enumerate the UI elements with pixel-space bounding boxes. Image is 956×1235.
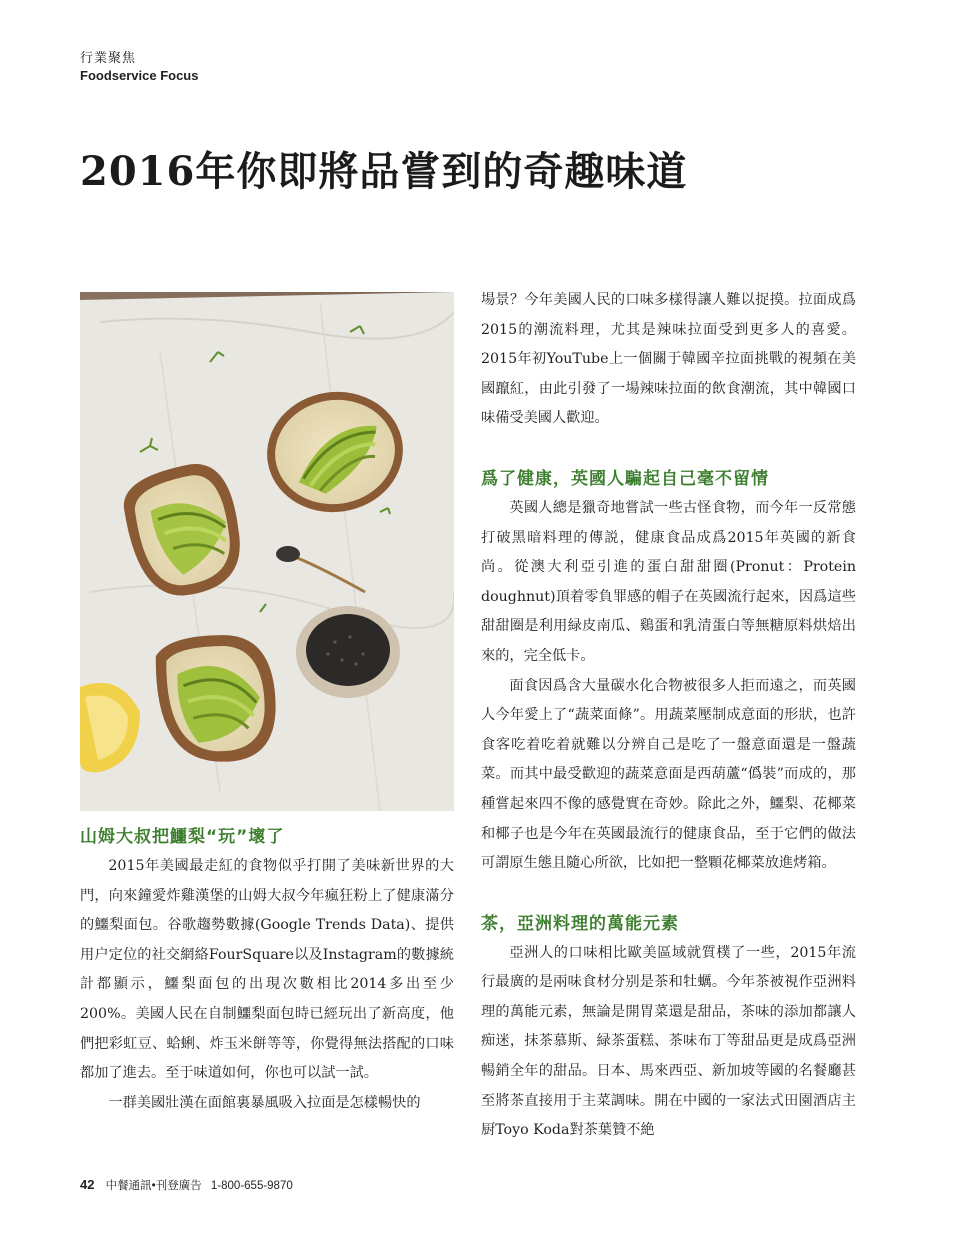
article-title: 2016年你即將品嘗到的奇趣味道: [80, 148, 688, 195]
paragraph: 2015年美國最走紅的食物似乎打開了美味新世界的大門，向來鐘愛炸雞漢堡的山姆大叔今年瘋狂粉上了健康滿分的鱷梨面包。谷歌趨勢數據(Google Trends Data)、提供用户定位的社交網絡FourSquare以及Instagram的數據統計都顯示，鱷梨面包的出現次數相比2014多出至少200%。美國人民在自制鱷梨面包時已經玩出了新高度，他們把彩虹豆、蛤蜊、炸玉米餅等等，你覺得無法搭配的口味都加了進去。至于味道如何，你也可以試一試。: [80, 858, 454, 1082]
subhead-avocado: 山姆大叔把鱷梨“玩”壞了: [80, 827, 285, 847]
photo-illustration: [80, 292, 454, 811]
publication-name: 中餐通訊•刊登廣告: [105, 1180, 202, 1192]
paragraph: 英國人總是獵奇地嘗試一些古怪食物，而今年一反常態打破黑暗料理的傳説，健康食品成爲2015年英國的新食尚。從澳大利亞引進的蛋白甜甜圈(Pronut：Protein doughnut)頂着零負罪感的帽子在英國流行起來，因爲這些甜甜圈是利用緑皮南瓜、鷄蛋和乳清蛋白等無糖原料烘焙出來的，完全低卡。: [481, 499, 856, 664]
section-label-zh: 行業聚焦: [80, 51, 137, 66]
paragraph: 一群美國壯漢在面館裏暴風吸入拉面是怎樣暢快的: [108, 1094, 421, 1111]
section-label-en: Foodservice Focus: [80, 68, 199, 83]
left-column: [80, 822, 454, 1118]
avocado-toast-photo: [80, 292, 454, 811]
right-column: [481, 286, 856, 1146]
phone-number: 1-800-655-9870: [210, 1180, 293, 1192]
section-tag: [80, 50, 198, 84]
paragraph-continued: 場景？今年美國人民的口味多樣得讓人難以捉摸。拉面成爲2015的潮流料理，尤其是辣味拉面受到更多人的喜愛。2015年初YouTube上一個關于韓國辛拉面挑戰的視頻在美國躥紅，由此引發了一場辣味拉面的飲食潮流，其中韓國口味備受美國人歡迎。: [481, 292, 856, 427]
page-number: 42: [80, 1177, 95, 1192]
page-footer: [80, 1177, 293, 1193]
paragraph: 亞洲人的口味相比歐美區域就質樸了一些，2015年流行最廣的是兩味食材分别是茶和牡蠣。今年茶被視作亞洲料理的萬能元素，無論是開胃菜還是甜品，茶味的添加都讓人痴迷，抹茶慕斯、緑茶蛋糕、茶味布丁等甜品更是成爲亞洲暢銷全年的甜品。日本、馬來西亞、新加坡等國的名餐廳甚至將茶直接用于主菜調味。開在中國的一家法式田園酒店主厨Toyo Koda對茶葉贊不絶: [481, 944, 856, 1139]
paragraph: 面食因爲含大量碳水化合物被很多人拒而遠之，而英國人今年愛上了“蔬菜面條”。用蔬菜壓制成意面的形狀，也許食客吃着吃着就難以分辨自己是吃了一盤意面還是一盤蔬菜。而其中最受歡迎的蔬菜意面是西葫蘆“僞裝”而成的，那種嘗起來四不像的感覺實在奇妙。除此之外，鱷梨、花椰菜和椰子也是今年在英國最流行的健康食品，至于它們的做法可謂原生態且隨心所欲，比如把一整顆花椰菜放進烤箱。: [481, 677, 856, 872]
subhead-asia-tea: 茶，亞洲料理的萬能元素: [481, 913, 679, 934]
subhead-uk-health: 爲了健康，英國人騙起自己毫不留情: [481, 468, 769, 489]
